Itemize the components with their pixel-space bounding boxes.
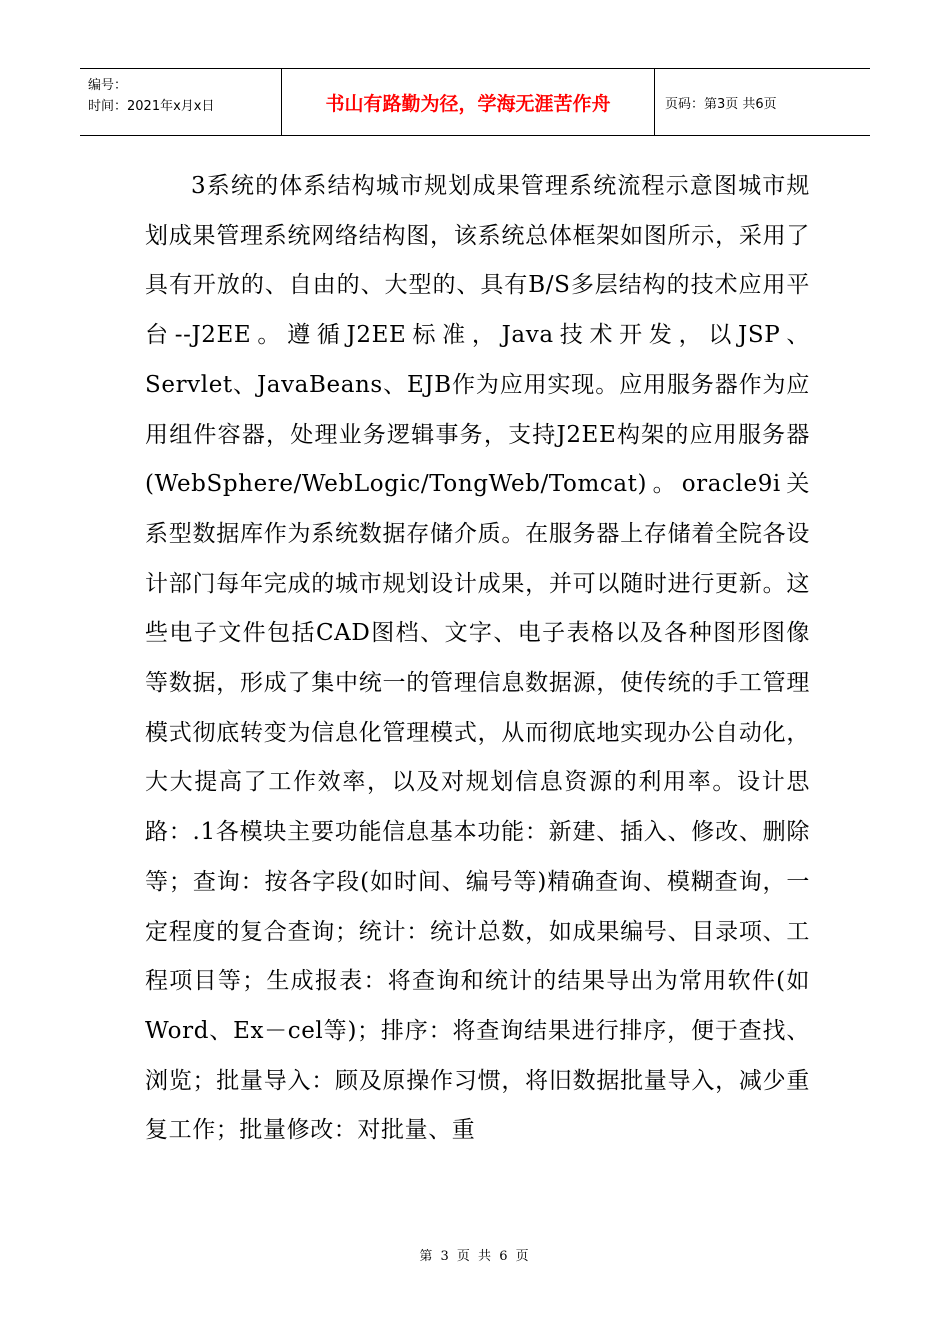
header-meta bbox=[80, 69, 282, 135]
header-motto: 书山有路勤为径，学海无涯苦作舟 bbox=[282, 69, 655, 135]
page-footer: 第 3 页 共 6 页 bbox=[419, 1249, 531, 1264]
page-header bbox=[80, 68, 870, 136]
body-paragraph: 3系统的体系结构城市规划成果管理系统流程示意图城市规划成果管理系统网络结构图，该系统总体框架如图所示，采用了具有开放的、自由的、大型的、具有B/S多层结构的技术应用平台--J2EE。遵循J2EE标准，Java技术开发，以JSP、Servlet、JavaBeans、EJB作为应用实现。应用服务器作为应用组件容器，处理业务逻辑事务，支持J2EE构架的应用服务器(WebSphere/WebLogic/TongWeb/Tomcat)。oracle9i关系型数据库作为系统数据存储介质。在服务器上存储着全院各设计部门每年完成的城市规划设计成果，并可以随时进行更新。这些电子文件包括CAD图档、文字、电子表格以及各种图形图像等数据，形成了集中统一的管理信息数据源，使传统的手工管理模式彻底转变为信息化管理模式，从而彻底地实现办公自动化，大大提高了工作效率，以及对规划信息资源的利用率。设计思路：.1各模块主要功能信息基本功能：新建、插入、修改、删除等；查询：按各字段(如时间、编号等)精确查询、模糊查询，一定程度的复合查询；统计：统计总数，如成果编号、目录项、工程项目等；生成报表：将查询和统计的结果导出为常用软件(如Word、Ex－cel等)；排序：将查询结果进行排序，便于查找、浏览；批量导入：顾及原操作习惯，将旧数据批量导入，减少重复工作；批量修改：对批量、重 bbox=[145, 173, 810, 1144]
document-number-label: 编号： bbox=[88, 78, 128, 93]
document-time-label: 时间：2021年x月x日 bbox=[88, 99, 215, 114]
header-page-info: 页码：第3页 共6页 bbox=[665, 96, 777, 112]
